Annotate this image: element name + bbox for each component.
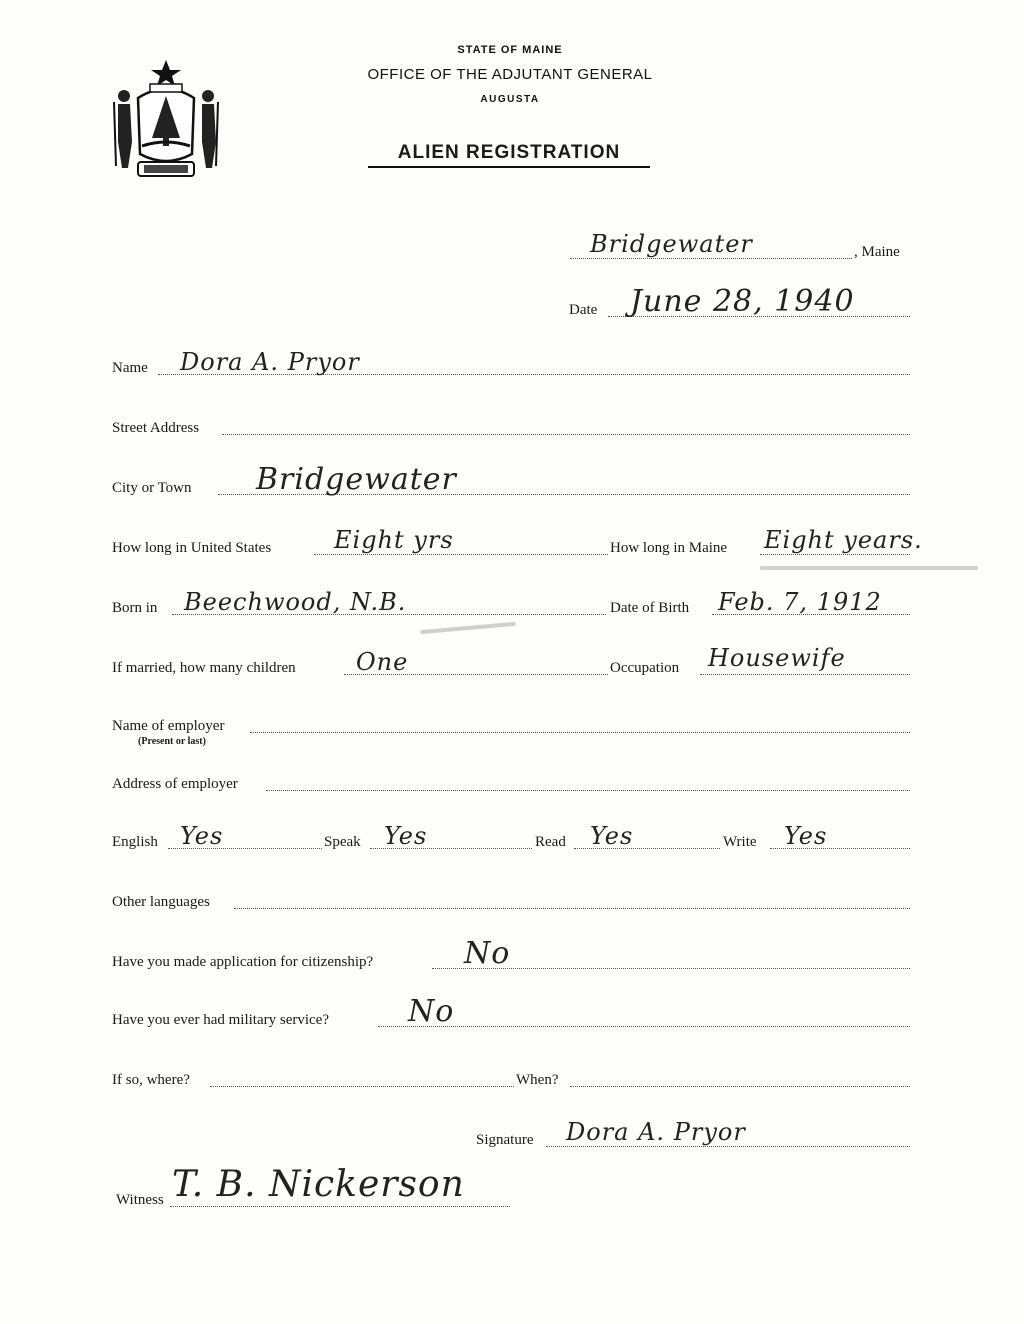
date-value: June 28, 1940: [630, 284, 855, 319]
state-of-maine-seal-icon: [108, 58, 224, 180]
how-long-us-label: How long in United States: [112, 540, 272, 556]
signature-label: Signature: [476, 1132, 534, 1148]
when-line: [570, 1086, 910, 1087]
where-label: If so, where?: [112, 1072, 190, 1088]
where-line: [210, 1086, 514, 1087]
read-label: Read: [535, 834, 566, 850]
date-of-birth-value: Feb. 7, 1912: [718, 588, 882, 616]
military-label: Have you ever had military service?: [112, 1012, 329, 1028]
place-line: [570, 258, 852, 259]
street-address-label: Street Address: [112, 420, 200, 436]
born-in-label: Born in: [112, 600, 158, 616]
military-value: No: [408, 994, 455, 1029]
employer-name-label: Name of employer: [112, 718, 225, 734]
how-long-us-value: Eight yrs: [334, 526, 454, 554]
ink-smear-2: [420, 622, 516, 634]
city-or-town-value: Bridgewater: [256, 462, 457, 497]
witness-label: Witness: [116, 1192, 164, 1208]
write-value: Yes: [784, 822, 828, 850]
other-languages-label: Other languages: [112, 894, 210, 910]
place-value: Bridgewater: [590, 230, 753, 258]
employer-name-sublabel: (Present or last): [138, 736, 206, 747]
born-in-value: Beechwood, N.B.: [184, 588, 407, 616]
children-label: If married, how many children: [112, 660, 296, 676]
name-value: Dora A. Pryor: [180, 348, 360, 376]
citizenship-label: Have you made application for citizenship?: [112, 954, 374, 970]
employer-address-line: [266, 790, 910, 791]
witness-line: [170, 1206, 510, 1207]
name-label: Name: [112, 360, 148, 376]
employer-name-line: [250, 732, 910, 733]
military-line: [378, 1026, 910, 1027]
english-value: Yes: [180, 822, 224, 850]
date-of-birth-label: Date of Birth: [610, 600, 690, 616]
when-label: When?: [516, 1072, 559, 1088]
office-heading: OFFICE OF THE ADJUTANT GENERAL: [367, 66, 653, 83]
english-label: English: [112, 834, 158, 850]
read-value: Yes: [590, 822, 634, 850]
how-long-us-line: [314, 554, 608, 555]
speak-value: Yes: [384, 822, 428, 850]
state-heading: STATE OF MAINE: [457, 44, 563, 56]
occupation-label: Occupation: [610, 660, 680, 676]
how-long-maine-value: Eight years.: [764, 526, 923, 554]
signature-value: Dora A. Pryor: [566, 1118, 746, 1146]
date-label: Date: [569, 302, 598, 318]
write-label: Write: [723, 834, 757, 850]
city-heading: AUGUSTA: [480, 94, 540, 105]
witness-value: T. B. Nickerson: [172, 1164, 465, 1205]
citizenship-value: No: [464, 936, 511, 971]
city-or-town-label: City or Town: [112, 480, 192, 496]
employer-address-label: Address of employer: [112, 776, 238, 792]
speak-label: Speak: [324, 834, 361, 850]
street-address-line: [222, 434, 910, 435]
children-value: One: [356, 648, 409, 676]
place-suffix: , Maine: [854, 244, 900, 260]
how-long-maine-label: How long in Maine: [610, 540, 728, 556]
occupation-line: [700, 674, 910, 675]
how-long-maine-line: [760, 554, 910, 555]
occupation-value: Housewife: [708, 644, 846, 672]
signature-line: [546, 1146, 910, 1147]
ink-smear: [760, 566, 978, 570]
form-title: ALIEN REGISTRATION: [368, 142, 650, 168]
other-languages-line: [234, 908, 910, 909]
